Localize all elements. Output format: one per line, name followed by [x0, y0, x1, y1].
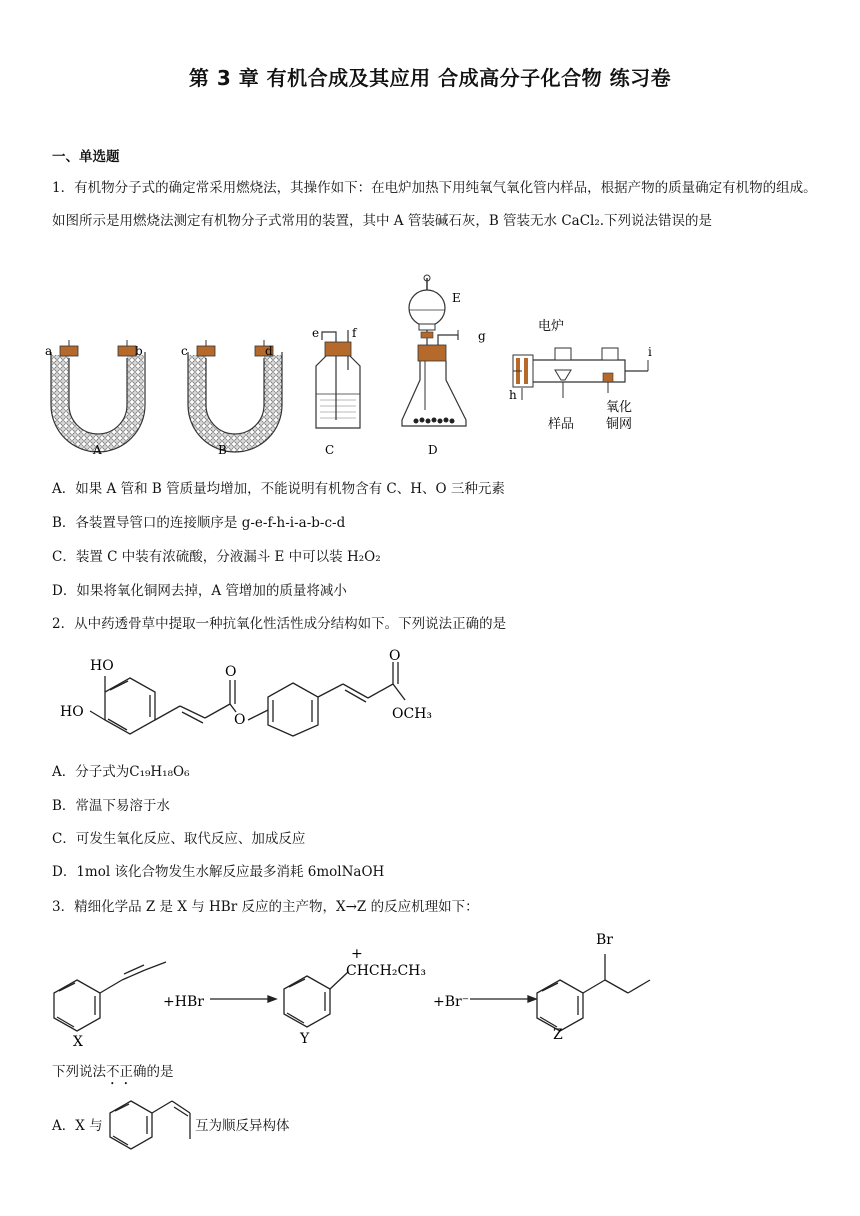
label-g: g — [478, 329, 486, 343]
q3-option-a-pre: A．X 与 — [52, 1118, 103, 1134]
question-1-stem: 1．有机物分子式的确定常采用燃烧法，其操作如下：在电炉加热下用纯氧气氧化管内样品，根据产物的质量确定有机物的组成。如图所示是用燃烧法测定有机物分子式常用的装置，其中 A 管装碱石灰，B 管装无水 CaCl₂.下列说法错误的是 — [52, 180, 817, 229]
struct-ester-o: O — [234, 712, 246, 728]
label-br: Br — [596, 932, 613, 948]
q3-sub-stem-pre: 下列说法 — [52, 1064, 106, 1080]
q2-option-d: D．1mol 该化合物发生水解反应最多消耗 6molNaOH — [52, 864, 385, 880]
label-c: c — [181, 344, 188, 358]
label-f: f — [352, 326, 357, 340]
q3-sub-stem-emphasis: 不正 — [106, 1064, 133, 1080]
combustion-tube — [513, 348, 648, 400]
section-heading: 一、单选题 — [52, 149, 120, 165]
label-e: e — [312, 326, 320, 340]
q3-option-a-post: 互为顺反异构体 — [195, 1118, 290, 1134]
label-a: a — [45, 344, 53, 358]
label-d: d — [265, 344, 273, 358]
q1-option-a: A．如果 A 管和 B 管质量均增加，不能说明有机物含有 C、H、O 三种元素 — [52, 481, 505, 497]
struct-ho-left: HO — [60, 704, 84, 720]
caption-b: B — [218, 443, 227, 457]
wash-bottle-c — [316, 330, 360, 428]
apparatus-figure — [0, 270, 860, 457]
label-carbocation-plus: + — [351, 946, 363, 962]
q1-option-d: D．如果将氧化铜网去掉，A 管增加的质量将减小 — [52, 583, 347, 599]
struct-carbonyl-o-1: O — [225, 664, 237, 680]
question-2-stem: 2．从中药透骨草中提取一种抗氧化性活性成分结构如下。下列说法正确的是 — [52, 616, 507, 632]
label-furnace: 电炉 — [538, 319, 565, 334]
q2-option-a: A．分子式为C₁₉H₁₈O₆ — [52, 764, 190, 780]
q1-option-b: B．各装置导管口的连接顺序是 g-e-f-h-i-a-b-c-d — [52, 515, 346, 531]
label-sample: 样品 — [548, 417, 575, 432]
q1-option-c: C．装置 C 中装有浓硫酸，分液漏斗 E 中可以装 H₂O₂ — [52, 549, 381, 565]
page-title: 第 3 章 有机合成及其应用 合成高分子化合物 练习卷 — [188, 66, 672, 90]
q2-option-b: B．常温下易溶于水 — [52, 798, 170, 814]
q3-sub-stem-post: 确的是 — [133, 1064, 174, 1080]
label-chain: CHCH₂CH₃ — [346, 963, 426, 979]
label-e-funnel: E — [452, 291, 461, 305]
molecule-structure — [0, 648, 860, 748]
caption-a: A — [93, 443, 102, 457]
label-b: b — [135, 344, 143, 358]
label-cuo-1: 氧化 — [606, 400, 633, 415]
label-cuo-2: 铜网 — [606, 417, 633, 432]
label-y: Y — [300, 1031, 310, 1047]
struct-och3: OCH₃ — [392, 706, 433, 722]
label-i: i — [648, 345, 652, 359]
reaction-scheme — [0, 922, 860, 1052]
cis-isomer-structure — [104, 1093, 194, 1153]
caption-d: D — [428, 443, 438, 457]
label-br-minus: +Br⁻ — [433, 994, 470, 1010]
question-3-stem: 3．精细化学品 Z 是 X 与 HBr 反应的主产物，X→Z 的反应机理如下： — [52, 899, 479, 915]
struct-carbonyl-o-2: O — [389, 648, 401, 664]
u-tube-a — [51, 340, 145, 452]
q3-sub-stem — [52, 1060, 174, 1088]
struct-ho-top: HO — [90, 658, 114, 674]
label-x: X — [73, 1034, 83, 1050]
label-z: Z — [553, 1027, 563, 1043]
q2-option-c: C．可发生氧化反应、取代反应、加成反应 — [52, 831, 306, 847]
label-h: h — [509, 388, 517, 402]
caption-c: C — [325, 443, 335, 457]
label-hbr: +HBr — [163, 994, 204, 1010]
